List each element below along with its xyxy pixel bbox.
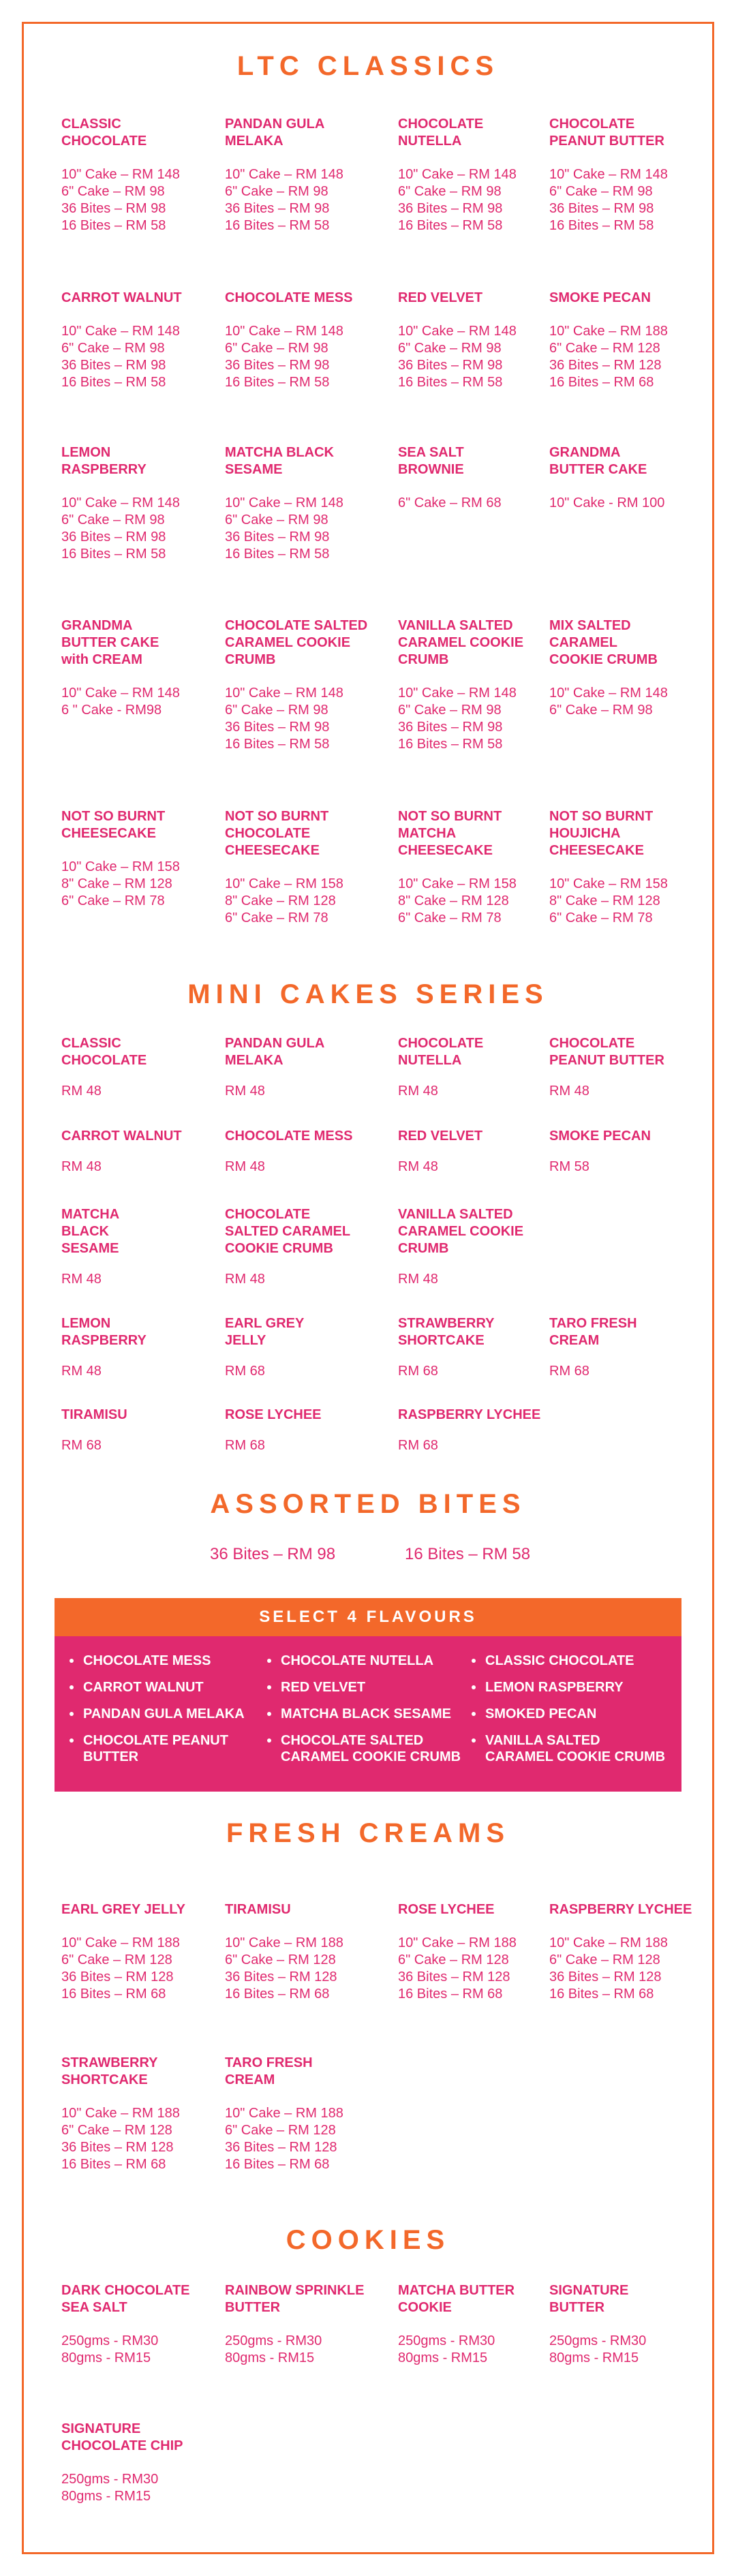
item-name: RED VELVET bbox=[398, 290, 483, 305]
item-price: 36 Bites – RM 98 bbox=[225, 358, 330, 373]
item-price: 6" Cake – RM 128 bbox=[225, 2123, 336, 2138]
item-price: 6" Cake – RM 68 bbox=[398, 495, 502, 510]
mini-menu-item bbox=[398, 1035, 483, 1100]
classics-menu-item bbox=[549, 290, 668, 391]
item-price: RM 68 bbox=[225, 1364, 265, 1379]
fresh-creams-title: FRESH CREAMS bbox=[226, 1818, 510, 1848]
item-price: 10" Cake - RM 100 bbox=[549, 495, 665, 510]
item-prices bbox=[61, 495, 180, 563]
item-price: 6" Cake – RM 78 bbox=[549, 910, 653, 925]
item-price: 10" Cake – RM 148 bbox=[225, 495, 343, 510]
item-price: 10" Cake – RM 158 bbox=[61, 859, 180, 874]
classics-menu-item bbox=[398, 116, 517, 234]
item-price: RM 68 bbox=[61, 1438, 102, 1453]
item-price: 6" Cake – RM 128 bbox=[398, 1952, 509, 1967]
item-prices bbox=[61, 2105, 180, 2173]
item-price: 10" Cake – RM 188 bbox=[225, 2106, 343, 2121]
flavour-item: CHOCOLATE PEANUT BUTTER bbox=[83, 1733, 228, 1764]
mini-menu-item bbox=[225, 1206, 350, 1288]
creams-menu-item bbox=[225, 2055, 343, 2173]
item-prices bbox=[61, 2471, 183, 2505]
flavour-item: CHOCOLATE MESS bbox=[83, 1653, 211, 1668]
item-prices bbox=[61, 1083, 147, 1100]
item-price: 36 Bites – RM 128 bbox=[225, 2140, 337, 2155]
item-name: SIGNATURE BUTTER bbox=[549, 2283, 629, 2315]
creams-menu-item bbox=[61, 2055, 180, 2173]
item-price: RM 58 bbox=[549, 1159, 589, 1174]
item-price: RM 48 bbox=[398, 1159, 438, 1174]
flavour-item: RED VELVET bbox=[281, 1680, 366, 1695]
item-price: 36 Bites – RM 98 bbox=[61, 201, 166, 216]
mini-menu-item bbox=[549, 1128, 651, 1176]
item-price: 16 Bites – RM 58 bbox=[398, 218, 503, 233]
item-prices bbox=[398, 495, 502, 512]
item-prices bbox=[61, 166, 180, 234]
item-name: NOT SO BURNT CHEESECAKE bbox=[61, 809, 166, 841]
item-name: RASPBERRY LYCHEE bbox=[398, 1407, 541, 1422]
item-name: TARO FRESH CREAM bbox=[549, 1316, 637, 1348]
classics-menu-item bbox=[398, 444, 502, 512]
item-price: 36 Bites – RM 98 bbox=[398, 720, 503, 735]
item-name: PANDAN GULA MELAKA bbox=[225, 1036, 325, 1068]
item-price: 16 Bites – RM 68 bbox=[61, 2157, 166, 2172]
item-price: 250gms - RM30 bbox=[549, 2333, 647, 2348]
item-prices bbox=[225, 876, 343, 927]
item-price: RM 68 bbox=[398, 1364, 438, 1379]
item-prices bbox=[549, 1363, 637, 1380]
item-prices bbox=[398, 1271, 523, 1288]
item-name: EARL GREY JELLY bbox=[225, 1316, 305, 1348]
classics-menu-item bbox=[61, 444, 180, 563]
item-price: 6" Cake – RM 98 bbox=[398, 703, 502, 718]
item-name: MATCHA BUTTER COOKIE bbox=[398, 2283, 515, 2315]
cookies-title: COOKIES bbox=[286, 2225, 450, 2255]
mini-menu-item bbox=[398, 1315, 494, 1380]
item-price: RM 48 bbox=[398, 1084, 438, 1099]
item-prices bbox=[61, 1363, 147, 1380]
item-name: LEMON RASPBERRY bbox=[61, 1316, 147, 1348]
select-flavours-box bbox=[55, 1598, 681, 1792]
item-prices bbox=[225, 495, 343, 563]
item-price: 10" Cake – RM 158 bbox=[398, 876, 517, 891]
item-prices bbox=[398, 323, 517, 391]
item-prices bbox=[61, 1159, 182, 1176]
item-price: 6" Cake – RM 98 bbox=[225, 512, 328, 527]
item-prices bbox=[225, 1271, 350, 1288]
mini-menu-item bbox=[225, 1035, 324, 1100]
menu-border bbox=[22, 22, 714, 2554]
item-prices bbox=[225, 2105, 343, 2173]
item-name: NOT SO BURNT HOUJICHA CHEESECAKE bbox=[549, 809, 654, 858]
item-price: 6" Cake – RM 98 bbox=[549, 703, 653, 718]
item-prices bbox=[398, 1437, 540, 1454]
cookies-menu-item bbox=[398, 2282, 515, 2367]
classics-menu-item bbox=[61, 617, 180, 719]
item-price: 10" Cake – RM 148 bbox=[61, 495, 180, 510]
item-name: TIRAMISU bbox=[61, 1407, 127, 1422]
item-price: 8" Cake – RM 128 bbox=[225, 893, 336, 908]
item-price: 6" Cake – RM 78 bbox=[61, 893, 165, 908]
item-price: 16 Bites – RM 58 bbox=[398, 737, 503, 752]
item-prices bbox=[398, 1363, 494, 1380]
item-price: 36 Bites – RM 98 bbox=[549, 201, 654, 216]
item-name: CARROT WALNUT bbox=[61, 290, 182, 305]
flavour-item: SMOKED PECAN bbox=[485, 1706, 597, 1721]
item-price: 10" Cake – RM 158 bbox=[549, 876, 668, 891]
item-price: 36 Bites – RM 98 bbox=[225, 201, 330, 216]
item-price: 6" Cake – RM 98 bbox=[225, 341, 328, 356]
item-price: 10" Cake – RM 188 bbox=[61, 2106, 180, 2121]
classics-menu-item bbox=[61, 116, 180, 234]
select-flavours-title: SELECT 4 FLAVOURS bbox=[55, 1598, 681, 1636]
mini-menu-item bbox=[61, 1315, 147, 1380]
item-name: SMOKE PECAN bbox=[549, 290, 651, 305]
item-prices bbox=[398, 876, 517, 927]
item-name: CLASSIC CHOCOLATE bbox=[61, 1036, 147, 1068]
item-price: 16 Bites – RM 58 bbox=[225, 375, 330, 390]
item-price: 6" Cake – RM 98 bbox=[398, 341, 502, 356]
flavour-item: CHOCOLATE SALTED CARAMEL COOKIE CRUMB bbox=[281, 1733, 461, 1764]
item-name: CLASSIC CHOCOLATE bbox=[61, 117, 147, 149]
item-price: 10" Cake – RM 188 bbox=[398, 1935, 517, 1950]
item-price: 16 Bites – RM 68 bbox=[549, 375, 654, 390]
item-price: 36 Bites – RM 128 bbox=[61, 1969, 174, 1984]
item-price: 36 Bites – RM 128 bbox=[61, 2140, 174, 2155]
item-prices bbox=[225, 1363, 304, 1380]
item-prices bbox=[225, 323, 352, 391]
item-price: 16 Bites – RM 68 bbox=[61, 1987, 166, 2002]
item-price: RM 48 bbox=[61, 1084, 102, 1099]
item-prices bbox=[225, 1159, 352, 1176]
item-name: NOT SO BURNT MATCHA CHEESECAKE bbox=[398, 809, 502, 858]
item-price: 10" Cake – RM 148 bbox=[549, 167, 668, 182]
item-price: 16 Bites – RM 58 bbox=[225, 737, 330, 752]
item-price: 8" Cake – RM 128 bbox=[61, 876, 172, 891]
item-price: 6" Cake – RM 128 bbox=[549, 1952, 660, 1967]
item-name: RASPBERRY LYCHEE bbox=[549, 1902, 692, 1917]
item-price: RM 48 bbox=[225, 1159, 265, 1174]
item-price: RM 68 bbox=[398, 1438, 438, 1453]
item-price: 36 Bites – RM 98 bbox=[61, 358, 166, 373]
classics-menu-item bbox=[549, 617, 668, 719]
item-name: MATCHA BLACK SESAME bbox=[225, 445, 334, 477]
item-price: 10" Cake – RM 148 bbox=[61, 324, 180, 339]
classics-menu-item bbox=[398, 808, 517, 927]
item-prices bbox=[225, 1437, 322, 1454]
item-price: 10" Cake – RM 188 bbox=[225, 1935, 343, 1950]
flavour-item: VANILLA SALTED CARAMEL COOKIE CRUMB bbox=[485, 1733, 666, 1764]
item-name: GRANDMA BUTTER CAKE with CREAM bbox=[61, 618, 159, 667]
item-prices bbox=[549, 876, 668, 927]
item-name: SEA SALT BROWNIE bbox=[398, 445, 464, 477]
item-price: 80gms - RM15 bbox=[61, 2489, 151, 2504]
item-name: NOT SO BURNT CHOCOLATE CHEESECAKE bbox=[225, 809, 329, 858]
item-prices bbox=[549, 1083, 664, 1100]
creams-menu-item bbox=[225, 1901, 343, 2003]
classics-menu-item bbox=[549, 808, 668, 927]
item-prices bbox=[549, 685, 668, 719]
item-price: 10" Cake – RM 148 bbox=[225, 167, 343, 182]
item-prices bbox=[398, 2333, 515, 2367]
flavour-item: CARROT WALNUT bbox=[83, 1680, 204, 1695]
item-price: 6" Cake – RM 128 bbox=[549, 341, 660, 356]
item-name: SIGNATURE CHOCOLATE CHIP bbox=[61, 2421, 183, 2453]
item-price: 10" Cake – RM 148 bbox=[549, 686, 668, 701]
mini-menu-item bbox=[61, 1206, 119, 1288]
item-price: 250gms - RM30 bbox=[61, 2333, 159, 2348]
item-price: 6" Cake – RM 78 bbox=[225, 910, 328, 925]
item-prices bbox=[225, 2333, 364, 2367]
mini-menu-item bbox=[398, 1407, 540, 1454]
flavour-item: PANDAN GULA MELAKA bbox=[83, 1706, 245, 1721]
item-price: 36 Bites – RM 98 bbox=[225, 530, 330, 545]
item-prices bbox=[225, 1083, 324, 1100]
classics-menu-item bbox=[225, 116, 343, 234]
item-name: CHOCOLATE SALTED CARAMEL COOKIE CRUMB bbox=[225, 618, 368, 667]
flavour-item: CLASSIC CHOCOLATE bbox=[485, 1653, 634, 1668]
flavour-item: MATCHA BLACK SESAME bbox=[281, 1706, 451, 1721]
bites-36-price: 36 Bites – RM 98 bbox=[210, 1545, 336, 1563]
mini-menu-item bbox=[61, 1128, 182, 1176]
item-price: RM 68 bbox=[225, 1438, 265, 1453]
item-prices bbox=[549, 495, 664, 512]
item-name: CHOCOLATE PEANUT BUTTER bbox=[549, 1036, 664, 1068]
mini-menu-item bbox=[398, 1128, 482, 1176]
item-price: 16 Bites – RM 68 bbox=[398, 1987, 503, 2002]
flavour-item: LEMON RASPBERRY bbox=[485, 1680, 624, 1695]
item-prices bbox=[61, 859, 180, 910]
flavour-item: CHOCOLATE NUTELLA bbox=[281, 1653, 434, 1668]
classics-menu-item bbox=[398, 290, 517, 391]
item-price: 6" Cake – RM 128 bbox=[61, 2123, 172, 2138]
bites-16-price: 16 Bites – RM 58 bbox=[405, 1545, 531, 1563]
item-price: 16 Bites – RM 68 bbox=[549, 1987, 654, 2002]
item-price: RM 48 bbox=[225, 1272, 265, 1287]
item-price: 10" Cake – RM 148 bbox=[398, 324, 517, 339]
classics-menu-item bbox=[549, 444, 664, 512]
item-price: 36 Bites – RM 128 bbox=[225, 1969, 337, 1984]
classics-menu-item bbox=[549, 116, 668, 234]
item-prices bbox=[61, 1935, 185, 2003]
cookies-menu-item bbox=[61, 2421, 183, 2505]
mini-menu-item bbox=[61, 1035, 147, 1100]
classics-menu-item bbox=[225, 617, 367, 753]
item-prices bbox=[398, 166, 517, 234]
item-price: 36 Bites – RM 98 bbox=[61, 530, 166, 545]
item-price: 10" Cake – RM 148 bbox=[61, 167, 180, 182]
classics-title: LTC CLASSICS bbox=[236, 51, 500, 81]
item-price: 6 " Cake - RM98 bbox=[61, 703, 162, 718]
item-price: 10" Cake – RM 148 bbox=[398, 167, 517, 182]
item-price: 16 Bites – RM 58 bbox=[225, 547, 330, 562]
item-name: CARROT WALNUT bbox=[61, 1129, 182, 1144]
item-prices bbox=[225, 1935, 343, 2003]
item-price: 16 Bites – RM 68 bbox=[225, 2157, 330, 2172]
item-price: 8" Cake – RM 128 bbox=[398, 893, 509, 908]
item-price: 10" Cake – RM 148 bbox=[61, 686, 180, 701]
item-price: RM 48 bbox=[549, 1084, 589, 1099]
mini-menu-item bbox=[398, 1206, 523, 1288]
item-prices bbox=[398, 685, 523, 753]
item-prices bbox=[549, 166, 668, 234]
item-price: 6" Cake – RM 78 bbox=[398, 910, 502, 925]
item-price: 8" Cake – RM 128 bbox=[549, 893, 660, 908]
item-prices bbox=[398, 1935, 517, 2003]
item-name: CHOCOLATE SALTED CARAMEL COOKIE CRUMB bbox=[225, 1207, 351, 1256]
item-price: 36 Bites – RM 128 bbox=[398, 1969, 510, 1984]
item-price: RM 48 bbox=[61, 1364, 102, 1379]
item-prices bbox=[61, 2333, 190, 2367]
item-price: 80gms - RM15 bbox=[549, 2350, 639, 2365]
item-price: 6" Cake – RM 128 bbox=[225, 1952, 336, 1967]
item-name: MATCHA BLACK SESAME bbox=[61, 1207, 120, 1256]
item-name: CHOCOLATE NUTELLA bbox=[398, 117, 484, 149]
item-price: 36 Bites – RM 98 bbox=[398, 358, 503, 373]
item-name: RAINBOW SPRINKLE BUTTER bbox=[225, 2283, 365, 2315]
item-prices bbox=[61, 1271, 119, 1288]
item-price: 16 Bites – RM 58 bbox=[61, 218, 166, 233]
item-name: VANILLA SALTED CARAMEL COOKIE CRUMB bbox=[398, 618, 524, 667]
item-price: 36 Bites – RM 98 bbox=[225, 720, 330, 735]
item-price: 36 Bites – RM 128 bbox=[549, 1969, 662, 1984]
item-price: 6" Cake – RM 98 bbox=[225, 703, 328, 718]
creams-menu-item bbox=[398, 1901, 517, 2003]
item-prices bbox=[549, 2333, 646, 2367]
mini-menu-item bbox=[61, 1407, 127, 1454]
item-price: 10" Cake – RM 148 bbox=[225, 324, 343, 339]
item-name: STRAWBERRY SHORTCAKE bbox=[61, 2055, 158, 2087]
cookies-menu-item bbox=[549, 2282, 646, 2367]
item-name: CHOCOLATE MESS bbox=[225, 290, 353, 305]
item-price: 16 Bites – RM 58 bbox=[61, 375, 166, 390]
item-price: 36 Bites – RM 98 bbox=[398, 201, 503, 216]
item-name: SMOKE PECAN bbox=[549, 1129, 651, 1144]
assorted-bites-title: ASSORTED BITES bbox=[210, 1489, 526, 1519]
item-price: 250gms - RM30 bbox=[61, 2472, 159, 2487]
item-price: 16 Bites – RM 58 bbox=[549, 218, 654, 233]
item-price: 6" Cake – RM 98 bbox=[549, 184, 653, 199]
item-price: 10" Cake – RM 188 bbox=[549, 324, 668, 339]
item-price: 10" Cake – RM 188 bbox=[61, 1935, 180, 1950]
cookies-menu-item bbox=[225, 2282, 364, 2367]
item-prices bbox=[549, 1159, 651, 1176]
item-price: RM 48 bbox=[61, 1159, 102, 1174]
mini-cakes-title: MINI CAKES SERIES bbox=[187, 979, 549, 1009]
item-name: GRANDMA BUTTER CAKE bbox=[549, 445, 647, 477]
item-price: 250gms - RM30 bbox=[398, 2333, 495, 2348]
item-name: TIRAMISU bbox=[225, 1902, 291, 1917]
item-price: 6" Cake – RM 128 bbox=[61, 1952, 172, 1967]
classics-menu-item bbox=[225, 808, 343, 927]
item-price: 16 Bites – RM 68 bbox=[225, 1987, 330, 2002]
mini-menu-item bbox=[225, 1407, 322, 1454]
item-price: 6" Cake – RM 98 bbox=[61, 184, 165, 199]
item-name: RED VELVET bbox=[398, 1129, 483, 1144]
item-prices bbox=[549, 323, 668, 391]
item-price: 16 Bites – RM 58 bbox=[61, 547, 166, 562]
item-price: 16 Bites – RM 58 bbox=[398, 375, 503, 390]
item-price: 80gms - RM15 bbox=[225, 2350, 315, 2365]
item-price: 6" Cake – RM 98 bbox=[225, 184, 328, 199]
item-name: CHOCOLATE MESS bbox=[225, 1129, 353, 1144]
item-prices bbox=[549, 1935, 692, 2003]
item-price: 16 Bites – RM 58 bbox=[225, 218, 330, 233]
item-prices bbox=[61, 685, 180, 719]
item-prices bbox=[61, 1437, 127, 1454]
item-name: STRAWBERRY SHORTCAKE bbox=[398, 1316, 495, 1348]
mini-menu-item bbox=[549, 1315, 637, 1380]
classics-menu-item bbox=[398, 617, 523, 753]
item-price: 80gms - RM15 bbox=[61, 2350, 151, 2365]
item-price: 80gms - RM15 bbox=[398, 2350, 488, 2365]
mini-menu-item bbox=[225, 1315, 304, 1380]
item-price: 10" Cake – RM 158 bbox=[225, 876, 343, 891]
item-name: DARK CHOCOLATE SEA SALT bbox=[61, 2283, 190, 2315]
item-name: MIX SALTED CARAMEL COOKIE CRUMB bbox=[549, 618, 658, 667]
cookies-menu-item bbox=[61, 2282, 190, 2367]
classics-menu-item bbox=[61, 290, 182, 391]
item-prices bbox=[225, 685, 367, 753]
item-name: CHOCOLATE NUTELLA bbox=[398, 1036, 484, 1068]
item-name: TARO FRESH CREAM bbox=[225, 2055, 313, 2087]
item-price: 6" Cake – RM 98 bbox=[61, 341, 165, 356]
item-name: ROSE LYCHEE bbox=[225, 1407, 322, 1422]
item-price: RM 48 bbox=[398, 1272, 438, 1287]
item-prices bbox=[225, 166, 343, 234]
item-prices bbox=[61, 323, 182, 391]
item-price: RM 48 bbox=[61, 1272, 102, 1287]
creams-menu-item bbox=[61, 1901, 185, 2003]
item-price: 250gms - RM30 bbox=[225, 2333, 322, 2348]
item-name: PANDAN GULA MELAKA bbox=[225, 117, 325, 149]
item-price: 36 Bites – RM 128 bbox=[549, 358, 662, 373]
item-prices bbox=[398, 1083, 483, 1100]
classics-menu-item bbox=[225, 290, 352, 391]
item-price: RM 68 bbox=[549, 1364, 589, 1379]
item-name: EARL GREY JELLY bbox=[61, 1902, 185, 1917]
creams-menu-item bbox=[549, 1901, 692, 2003]
item-price: RM 48 bbox=[225, 1084, 265, 1099]
item-name: LEMON RASPBERRY bbox=[61, 445, 147, 477]
item-price: 10" Cake – RM 148 bbox=[398, 686, 517, 701]
item-price: 10" Cake – RM 188 bbox=[549, 1935, 668, 1950]
item-prices bbox=[398, 1159, 482, 1176]
item-name: CHOCOLATE PEANUT BUTTER bbox=[549, 117, 664, 149]
item-price: 10" Cake – RM 148 bbox=[225, 686, 343, 701]
item-price: 6" Cake – RM 98 bbox=[61, 512, 165, 527]
classics-menu-item bbox=[61, 808, 180, 910]
classics-menu-item bbox=[225, 444, 343, 563]
item-name: ROSE LYCHEE bbox=[398, 1902, 495, 1917]
mini-menu-item bbox=[225, 1128, 352, 1176]
item-price: 6" Cake – RM 98 bbox=[398, 184, 502, 199]
item-name: VANILLA SALTED CARAMEL COOKIE CRUMB bbox=[398, 1207, 524, 1256]
mini-menu-item bbox=[549, 1035, 664, 1100]
